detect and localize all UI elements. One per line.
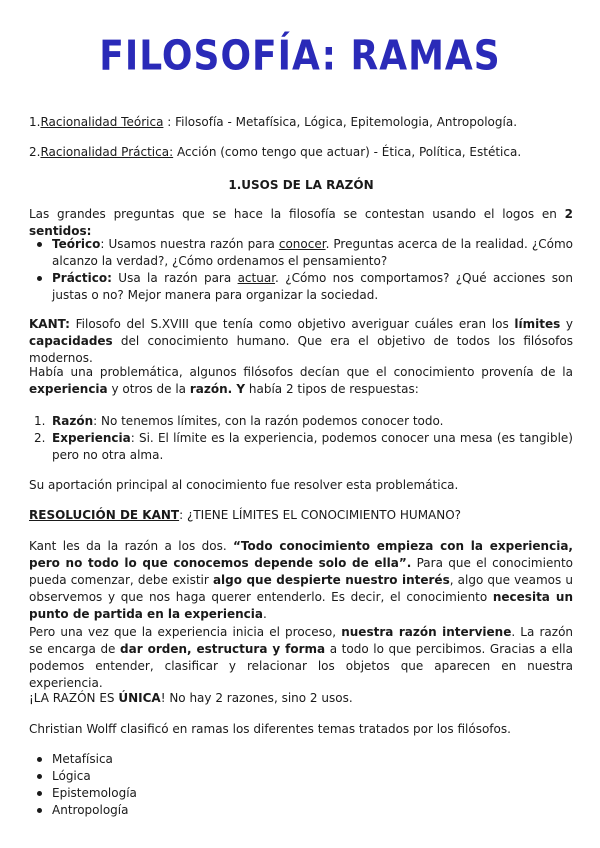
page-title: FILOSOFÍA: RAMAS (99, 32, 501, 81)
text: a todo lo que percibimos. Gracias a ella podemos entender, clasificar y relacionar los objetos que aparecen en nuestra experiencia. (29, 642, 573, 690)
text: . (262, 607, 267, 621)
text: ¡LA RAZÓN ES (29, 691, 119, 705)
item-text: : No tenemos límites, con la razón podemos conocer todo. (93, 414, 444, 428)
kant-paragraph (29, 316, 573, 367)
bold-text: experiencia (29, 382, 108, 396)
branch-practical-line (29, 144, 573, 161)
list-item (29, 785, 573, 802)
kant-label: KANT: (29, 317, 70, 331)
bold-text: necesita un punto de partida en la experiencia (29, 590, 573, 621)
item-text: Lógica (52, 769, 91, 783)
list-item (29, 236, 573, 270)
resolution-heading (29, 507, 573, 524)
text: del conocimiento humano. Que era el objetivo de todos los filósofos modernos. (29, 334, 573, 365)
theoretical-text: : Filosofía - Metafísica, Lógica, Epitemologia, Antropología. (163, 115, 518, 129)
item-underline: actuar (237, 271, 276, 285)
bold-text: dar orden, estructura y forma (120, 642, 326, 656)
list-item (29, 430, 573, 464)
item-text: Usa la razón para (111, 271, 238, 285)
bold-text: algo que despierte nuestro interés (212, 573, 450, 587)
item-underline: conocer (278, 237, 326, 251)
resolution-label: RESOLUCIÓN DE KANT (29, 508, 180, 522)
branches-list (29, 751, 573, 819)
practical-text: Acción (como tengo que actuar) - Ética, Política, Estética. (173, 145, 522, 159)
theoretical-label: Racionalidad Teórica (40, 115, 164, 129)
line-number: 1. (29, 115, 41, 129)
text: Pero una vez que la experiencia inicia el proceso, (29, 625, 342, 639)
item-label: Experiencia (52, 431, 131, 445)
item-text: . ¿Cómo nos comportamos? ¿Qué acciones son justas o no? Mejor manera para organizar la sociedad. (52, 271, 573, 302)
practical-label: Racionalidad Práctica: (40, 145, 174, 159)
resolution-question: : ¿TIENE LÍMITES EL CONOCIMIENTO HUMANO? (179, 508, 462, 522)
line-number: 2. (29, 145, 41, 159)
kant-resolution-paragraph (29, 538, 573, 623)
uses-list (29, 236, 573, 304)
intro-text: Las grandes preguntas que se hace la filosofía se contestan usando el logos en (29, 207, 565, 221)
wolff-paragraph: Christian Wolff clasificó en ramas los diferentes temas tratados por los filósofos. (29, 722, 511, 736)
item-label: Razón (52, 414, 94, 428)
bullet-icon (37, 808, 42, 813)
list-item (29, 768, 573, 785)
item-label: Práctico: (52, 271, 112, 285)
bold-text: ÚNICA (118, 691, 161, 705)
reason-paragraph (29, 624, 573, 692)
list-item (29, 751, 573, 768)
contribution-paragraph: Su aportación principal al conocimiento fue resolver esta problemática. (29, 478, 459, 492)
item-text: Epistemología (52, 786, 137, 800)
list-item (29, 802, 573, 819)
unique-paragraph (29, 690, 573, 707)
section-heading: 1.USOS DE LA RAZÓN (228, 178, 374, 192)
text: . La razón se encarga de (29, 625, 574, 656)
bullet-icon (37, 774, 42, 779)
bullet-icon (37, 276, 42, 281)
intro-paragraph (29, 206, 573, 240)
bold-text: “Todo conocimiento empieza con la experiencia, pero no todo lo que conocemos depende solo de ella”. (29, 539, 573, 570)
item-text: : Usamos nuestra razón para (100, 237, 279, 251)
bold-text: límites (514, 317, 561, 331)
list-item (29, 413, 573, 430)
bullet-icon (37, 242, 42, 247)
intro-bold: 2 sentidos: (29, 207, 573, 238)
list-item (29, 270, 573, 304)
answers-list (29, 413, 573, 464)
text: había 2 tipos de respuestas: (245, 382, 419, 396)
bold-text: nuestra razón interviene (341, 625, 512, 639)
item-number: 2. (34, 431, 46, 445)
bullet-icon (37, 791, 42, 796)
text: ! No hay 2 razones, sino 2 usos. (160, 691, 353, 705)
item-text: . Preguntas acerca de la realidad. ¿Cómo alcanzo la verdad?, ¿Cómo ordenamos el pensamiento? (52, 237, 573, 268)
branch-theoretical-line (29, 114, 573, 131)
text: Había una problemática, algunos filósofos decían que el conocimiento provenía de la (29, 365, 573, 379)
bold-text: capacidades (29, 334, 113, 348)
item-text: : Si. El límite es la experiencia, podemos conocer una mesa (es tangible) pero no otra alma. (52, 431, 573, 462)
item-number: 1. (34, 414, 46, 428)
bold-text: razón. Y (189, 382, 246, 396)
text: y otros de la (107, 382, 190, 396)
item-text: Antropología (52, 803, 129, 817)
text: , algo que veamos u observemos y que nos haga querer entenderlo. Es decir, el conocimiento (29, 573, 574, 604)
item-text: Metafísica (52, 752, 113, 766)
bullet-icon (37, 757, 42, 762)
text: Filosofo del S.XVIII que tenía como objetivo averiguar cuáles eran los (69, 317, 515, 331)
text: y (560, 317, 573, 331)
item-label: Teórico (52, 237, 101, 251)
problem-paragraph (29, 364, 573, 398)
text: Kant les da la razón a los dos. (29, 539, 234, 553)
text: Para que el conocimiento pueda comenzar, debe existir (29, 556, 573, 587)
